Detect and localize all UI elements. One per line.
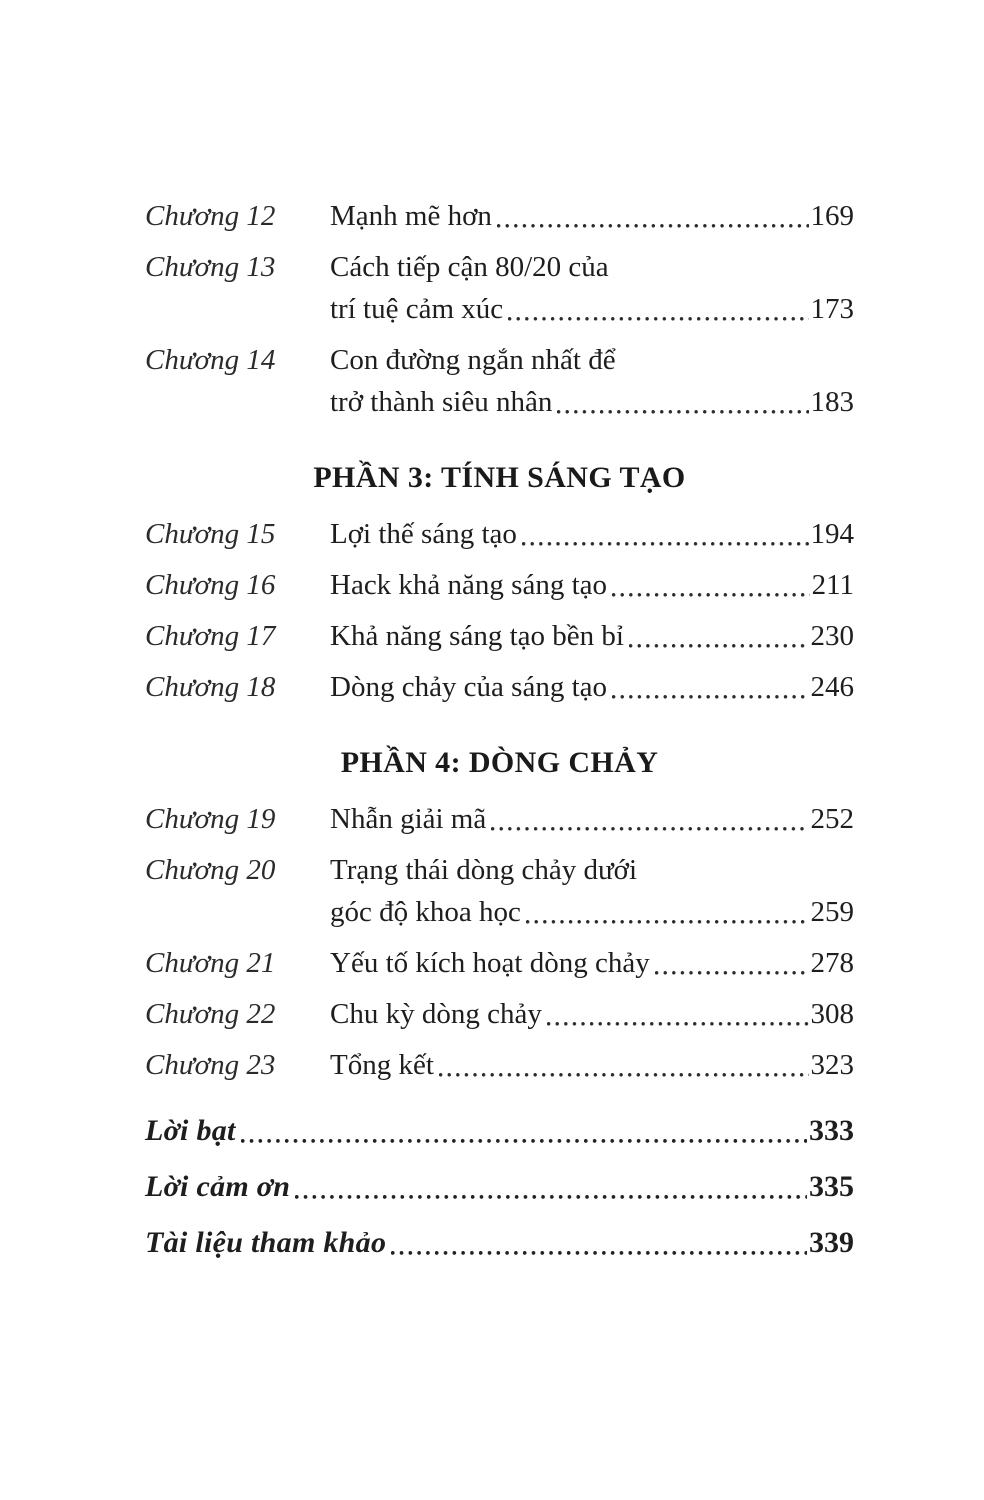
dot-leader: [522, 513, 809, 555]
chapter-title-line1: Trạng thái dòng chảy dưới: [330, 854, 638, 886]
page-number: 173: [810, 293, 854, 325]
dot-leader: [391, 1222, 807, 1264]
chapter-label: Chương 20: [145, 854, 276, 886]
chapter-title: Hack khả năng sáng tạo: [330, 569, 608, 601]
page-number: 246: [810, 671, 854, 703]
page-number: 211: [811, 569, 854, 601]
chapter-label: Chương 22: [145, 998, 276, 1030]
page-number: 194: [810, 518, 854, 550]
chapter-title-line1: Con đường ngắn nhất để: [330, 344, 616, 376]
toc-entry: [145, 942, 854, 984]
toc-entry: [145, 666, 854, 708]
toc-entry: [145, 615, 854, 657]
page-number: 278: [810, 947, 854, 979]
section-heading: PHẦN 4: DÒNG CHẢY: [340, 746, 659, 779]
toc-entry: [145, 993, 854, 1035]
dot-leader: [508, 288, 808, 330]
dot-leader: [439, 1044, 809, 1086]
chapter-title: Tổng kết: [330, 1049, 434, 1081]
toc-entry: [145, 246, 854, 330]
backmatter-title: Lời cảm ơn: [145, 1170, 291, 1203]
dot-leader: [295, 1166, 807, 1208]
page-number: 230: [810, 620, 854, 652]
dot-leader: [241, 1110, 807, 1152]
dot-leader: [629, 615, 809, 657]
page-number: 252: [810, 803, 854, 835]
toc-entry: [145, 195, 854, 237]
chapter-label: Chương 14: [145, 344, 276, 376]
chapter-title: Yếu tố kích hoạt dòng chảy: [330, 947, 650, 979]
backmatter-title: Lời bạt: [145, 1114, 236, 1147]
toc-entry: [145, 339, 854, 423]
page-number: 183: [810, 386, 854, 418]
chapter-title: Dòng chảy của sáng tạo: [330, 671, 608, 703]
section-heading: PHẦN 3: TÍNH SÁNG TẠO: [313, 461, 686, 494]
dot-leader: [612, 666, 808, 708]
chapter-label: Chương 15: [145, 518, 276, 550]
chapter-title: Lợi thế sáng tạo: [330, 518, 517, 550]
toc-entry: [145, 564, 854, 606]
chapter-label: Chương 16: [145, 569, 276, 601]
backmatter-entry: [145, 1222, 854, 1264]
page-number: 323: [810, 1049, 854, 1081]
dot-leader: [612, 564, 810, 606]
chapter-title: Mạnh mẽ hơn: [330, 200, 492, 232]
dot-leader: [491, 798, 808, 840]
toc-entry: [145, 849, 854, 933]
backmatter-entry: [145, 1110, 854, 1152]
chapter-title-line2: trở thành siêu nhân: [330, 386, 553, 418]
chapter-label: Chương 23: [145, 1049, 276, 1081]
chapter-title-line2: góc độ khoa học: [330, 896, 521, 928]
backmatter-title: Tài liệu tham khảo: [145, 1226, 387, 1259]
chapter-title-line1: Cách tiếp cận 80/20 của: [330, 251, 609, 283]
backmatter-entry: [145, 1166, 854, 1208]
page-number: 308: [810, 998, 854, 1030]
chapter-label: Chương 19: [145, 803, 276, 835]
chapter-title-line2: trí tuệ cảm xúc: [330, 293, 504, 325]
dot-leader: [526, 891, 809, 933]
chapter-title: Nhẫn giải mã: [330, 803, 487, 835]
page-number: 169: [810, 200, 854, 232]
toc-entry: [145, 1044, 854, 1086]
page-number: 259: [810, 896, 854, 928]
dot-leader: [557, 381, 808, 423]
dot-leader: [497, 195, 809, 237]
chapter-label: Chương 21: [145, 947, 276, 979]
dot-leader: [655, 942, 809, 984]
page-number: 333: [809, 1114, 854, 1147]
chapter-label: Chương 13: [145, 251, 276, 283]
toc-entry: [145, 798, 854, 840]
toc-entry: [145, 513, 854, 555]
chapter-label: Chương 17: [145, 620, 276, 652]
chapter-label: Chương 18: [145, 671, 276, 703]
chapter-label: Chương 12: [145, 200, 276, 232]
page-number: 335: [809, 1170, 854, 1203]
page-number: 339: [809, 1226, 854, 1259]
dot-leader: [547, 993, 809, 1035]
chapter-title: Chu kỳ dòng chảy: [330, 998, 542, 1030]
chapter-title: Khả năng sáng tạo bền bỉ: [330, 620, 624, 652]
backmatter: [145, 1110, 854, 1264]
